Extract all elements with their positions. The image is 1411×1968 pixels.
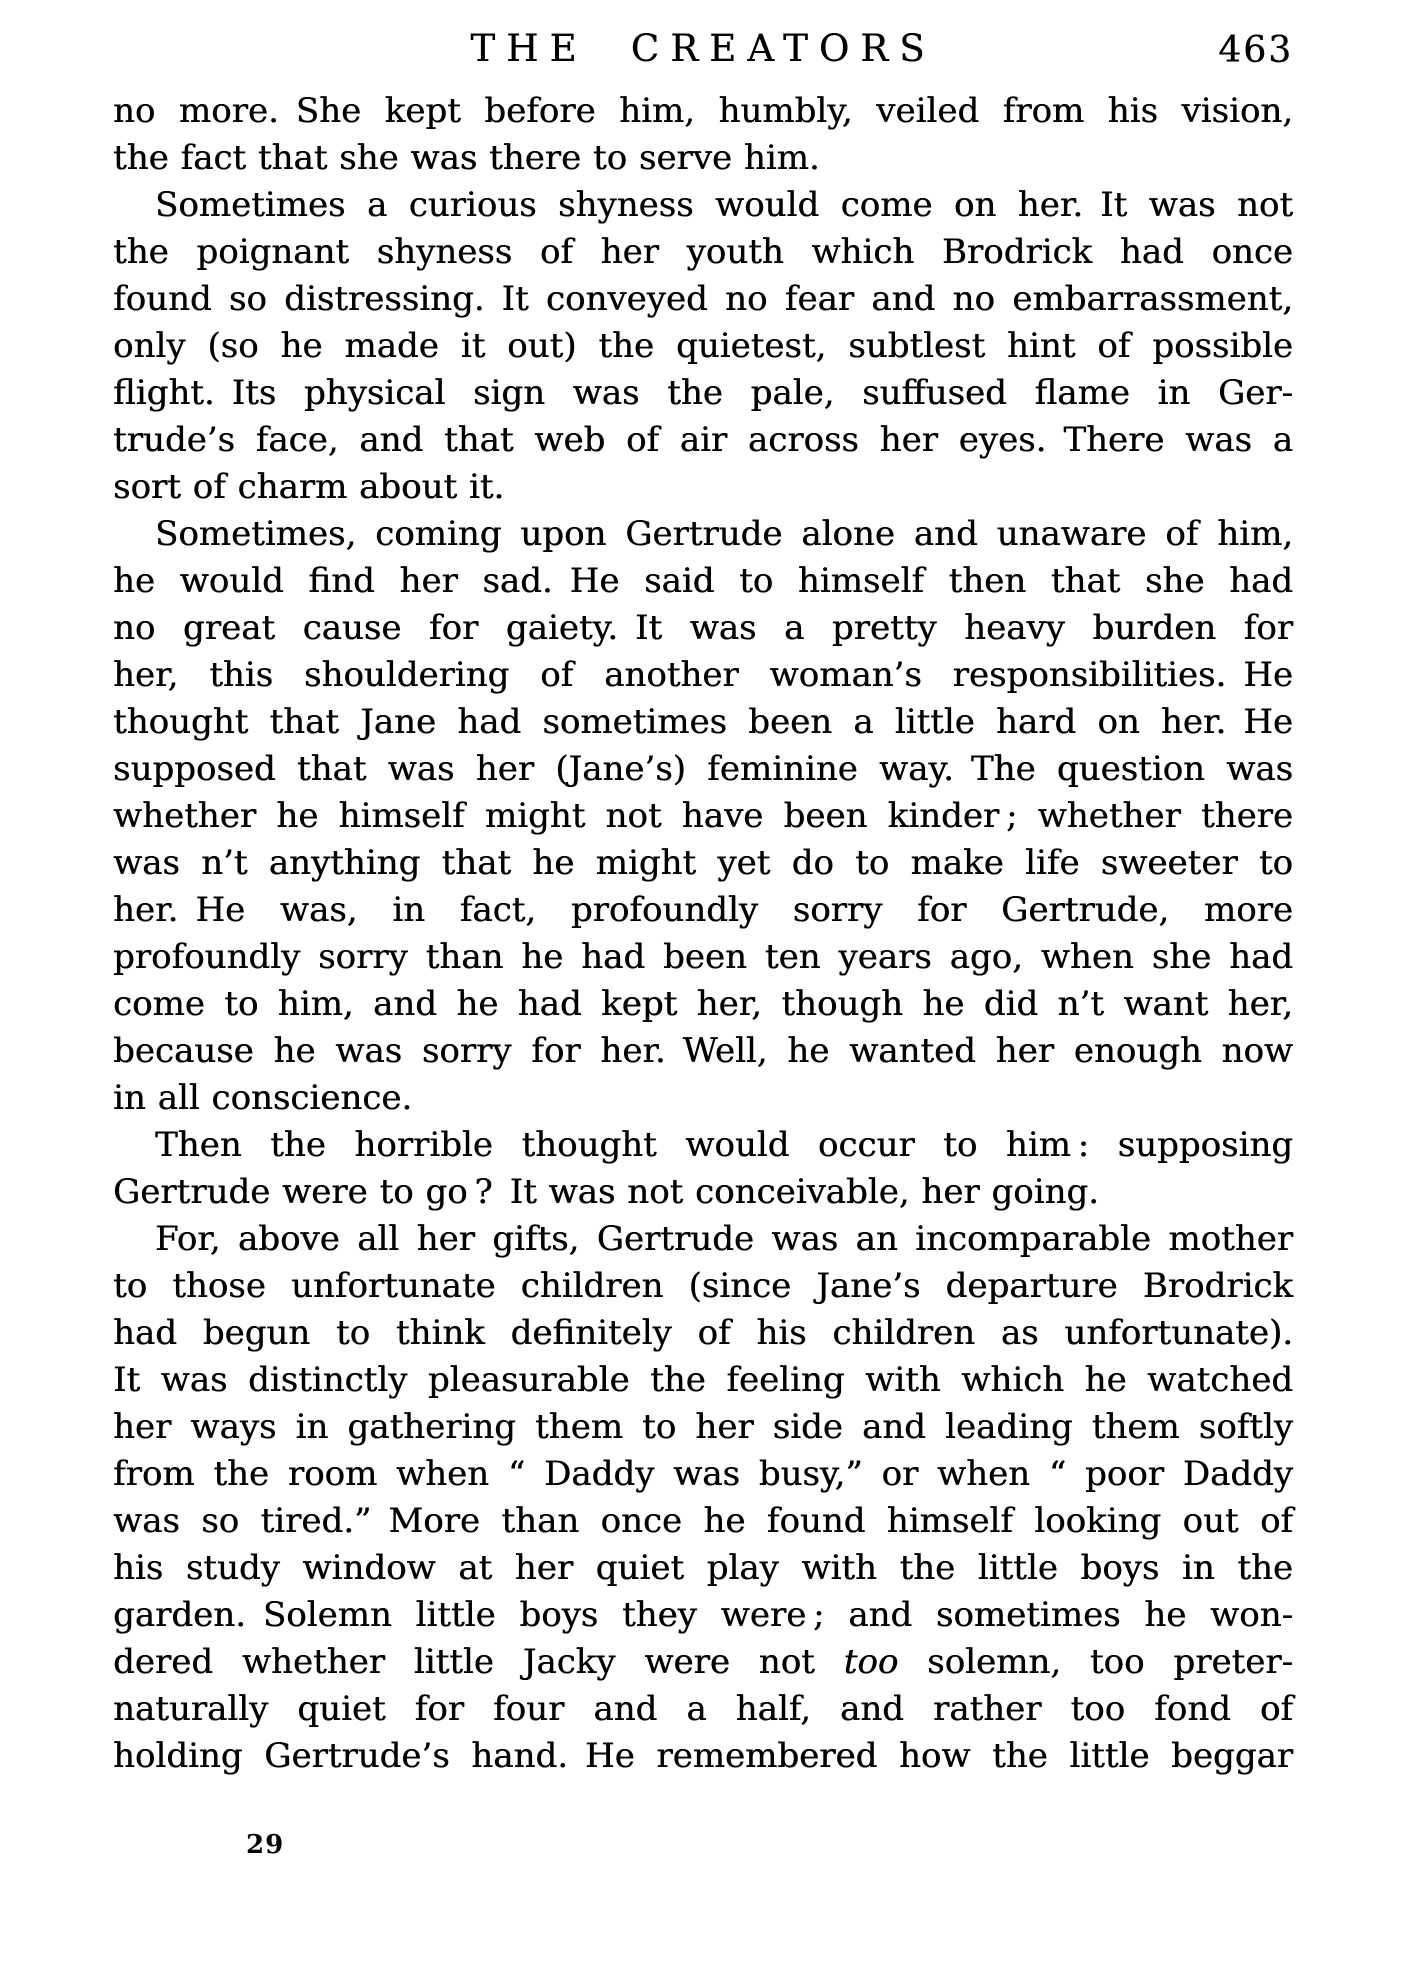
text-line [113,1169,1293,1216]
text-line [113,981,1293,1028]
text-line [113,182,1293,229]
text-line [113,605,1293,652]
text-line [113,1545,1293,1592]
text-line [113,276,1293,323]
text-run: was n’t anything that he might yet do to make life sweeter to [113,843,1293,883]
text-run: Sometimes, coming upon Gertrude alone and unaware of him, [155,514,1293,554]
text-line [113,1122,1293,1169]
text-line [113,1686,1293,1733]
running-title: THE CREATORS [470,27,936,70]
text-line [113,840,1293,887]
text-line [113,1357,1293,1404]
text-run: to those unfortunate children (since Jane’s departure Brodrick [113,1266,1293,1306]
text-line [113,1451,1293,1498]
text-run: no more. She kept before him, humbly, veiled from his vision, [113,91,1293,131]
text-run: the fact that she was there to serve him. [113,138,820,178]
signature-mark: 29 [246,1830,285,1860]
text-run: dered whether little Jacky were not [113,1642,844,1682]
text-line [113,1639,1293,1686]
text-line [113,1216,1293,1263]
page-number: 463 [1218,30,1293,71]
text-run: supposed that was her (Jane’s) feminine way. The question was [113,749,1293,789]
text-run: her ways in gathering them to her side and leading them softly [113,1407,1293,1447]
text-run: from the room when “ Daddy was busy,” or when “ poor Daddy [113,1454,1293,1494]
text-line [113,934,1293,981]
text-line [113,417,1293,464]
text-line [113,652,1293,699]
text-run: thought that Jane had sometimes been a little hard on her. He [113,702,1293,742]
text-run: her. He was, in fact, profoundly sorry for Gertrude, more [113,890,1293,930]
text-line [113,1733,1293,1780]
text-run: come to him, and he had kept her, though he did n’t want her, [113,984,1293,1024]
text-line [113,464,1293,511]
text-run: sort of charm about it. [113,467,505,507]
text-line [113,558,1293,605]
text-line [113,887,1293,934]
text-run: solemn, too preter- [898,1642,1293,1682]
text-run: the poignant shyness of her youth which Brodrick had once [113,232,1293,272]
text-line [113,370,1293,417]
text-line [113,511,1293,558]
text-line [113,1498,1293,1545]
text-line [113,1028,1293,1075]
text-run: It was distinctly pleasurable the feeling with which he watched [113,1360,1293,1400]
text-run: naturally quiet for four and a half, and rather too fond of [113,1689,1293,1729]
text-line [113,229,1293,276]
text-line [113,699,1293,746]
text-run: only (so he made it out) the quietest, subtlest hint of possible [113,326,1293,366]
text-run: Gertrude were to go ? It was not conceivable, her going. [113,1172,1099,1212]
text-run: in all conscience. [113,1078,413,1118]
text-run: holding Gertrude’s hand. He remembered how the little beggar [113,1736,1293,1776]
text-run: was so tired.” More than once he found himself looking out of [113,1501,1293,1541]
text-line [113,746,1293,793]
text-line [113,1404,1293,1451]
text-run: her, this shouldering of another woman’s responsibilities. He [113,655,1293,695]
text-run: no great cause for gaiety. It was a pretty heavy burden for [113,608,1293,648]
text-line [113,1310,1293,1357]
text-run: Then the horrible thought would occur to him : supposing [155,1125,1293,1165]
body-text [113,88,1293,1780]
text-run: because he was sorry for her. Well, he wanted her enough now [113,1031,1293,1071]
text-run: flight. Its physical sign was the pale, suffused flame in Ger- [113,373,1293,413]
text-run: trude’s face, and that web of air across her eyes. There was a [113,420,1293,460]
text-run: he would find her sad. He said to himself then that she had [113,561,1293,601]
text-line [113,88,1293,135]
text-run: found so distressing. It conveyed no fear and no embarrassment, [113,279,1293,319]
text-run: Sometimes a curious shyness would come on her. It was not [155,185,1293,225]
italic-text-run: too [843,1642,899,1682]
text-line [113,1075,1293,1122]
text-run: his study window at her quiet play with the little boys in the [113,1548,1293,1588]
text-line [113,1592,1293,1639]
text-run: whether he himself might not have been kinder ; whether there [113,796,1293,836]
text-run: profoundly sorry than he had been ten years ago, when she had [113,937,1293,977]
text-run: garden. Solemn little boys they were ; and sometimes he won- [113,1595,1293,1635]
text-run: had begun to think definitely of his children as unfortunate). [113,1313,1293,1353]
running-header [113,28,1293,74]
text-line [113,793,1293,840]
text-run: For, above all her gifts, Gertrude was an incomparable mother [155,1219,1293,1259]
text-line [113,323,1293,370]
text-line [113,1263,1293,1310]
text-line [113,135,1293,182]
